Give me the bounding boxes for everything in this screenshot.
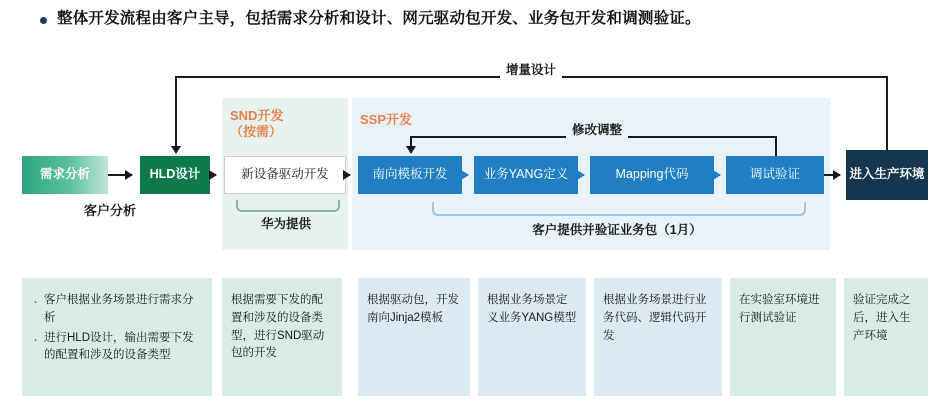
node-debug-verify[interactable]: 调试验证: [726, 156, 824, 194]
header-bullet-row: [40, 8, 920, 30]
list-item: · 进行HLD设计，输出需要下发的配置和涉及的设备类型: [31, 330, 203, 366]
header-bullet-text: 整体开发流程由客户主导，包括需求分析和设计、网元驱动包开发、业务包开发和调测验证。: [57, 10, 701, 27]
list-item: · 客户根据业务场景进行需求分析: [31, 292, 203, 328]
incremental-line-left: [175, 76, 177, 148]
modify-line-right: [775, 136, 777, 158]
panel-snd-label-line2: （按需）: [230, 124, 283, 140]
caption-incremental-design: 增量设计: [500, 60, 562, 78]
card-production-text: 验证完成之后，进入生产环境: [853, 294, 911, 342]
card-mapping-text: 根据业务场景进行业务代码、逻辑代码开发: [603, 294, 707, 342]
incremental-line-right: [886, 76, 888, 150]
node-hld-design[interactable]: HLD设计: [140, 156, 210, 194]
panel-snd-label-line1: SND开发: [230, 108, 284, 123]
label-customer-analysis: 客户分析: [83, 203, 136, 218]
arrow-yang-to-mapping: [578, 174, 584, 176]
bullet-dot-icon: [40, 17, 47, 24]
label-customer-provide: 客户提供并验证业务包（1月）: [532, 223, 702, 237]
card-southbound-text: 根据驱动包，开发南向Jinja2模板: [367, 294, 459, 324]
arrow-driver-to-southbound: [346, 174, 350, 176]
brace-customer: [432, 202, 806, 216]
card-lab-test: [730, 278, 836, 396]
card-driver: [222, 278, 342, 396]
panel-ssp-label: SSP开发: [360, 112, 413, 127]
node-mapping-code[interactable]: Mapping代码: [590, 156, 714, 194]
panel-snd-label: [230, 108, 283, 141]
arrow-req-to-hld: [108, 174, 132, 176]
label-huawei-provide: 华为提供: [260, 217, 311, 231]
arrow-hld-to-driver: [210, 174, 216, 176]
node-southbound-template[interactable]: 南向模板开发: [358, 156, 462, 194]
card-requirement: [22, 278, 212, 396]
card-requirement-list: [31, 292, 203, 365]
card-production: [844, 278, 928, 396]
card-yang-text: 根据业务场景定义业务YANG模型: [487, 294, 577, 324]
card-southbound: [358, 278, 470, 396]
card-lab-test-text: 在实验室环境进行测试验证: [739, 294, 820, 324]
modify-arrow-head: [406, 146, 416, 154]
arrow-southbound-to-yang: [462, 174, 468, 176]
node-enter-production[interactable]: 进入生产环境: [846, 150, 928, 200]
brace-huawei: [236, 200, 340, 212]
caption-modify-adjust: 修改调整: [566, 120, 628, 138]
node-requirement-analysis[interactable]: 需求分析: [22, 156, 108, 194]
incremental-arrow-head: [171, 146, 181, 154]
card-yang: [478, 278, 586, 396]
card-mapping: [594, 278, 722, 396]
card-driver-text: 根据需要下发的配置和涉及的设备类型，进行SND驱动包的开发: [231, 294, 325, 360]
arrow-debug-to-production: [824, 174, 840, 176]
node-new-device-driver[interactable]: 新设备驱动开发: [224, 156, 346, 194]
node-service-yang[interactable]: 业务YANG定义: [474, 156, 578, 194]
arrow-mapping-to-debug: [714, 174, 720, 176]
